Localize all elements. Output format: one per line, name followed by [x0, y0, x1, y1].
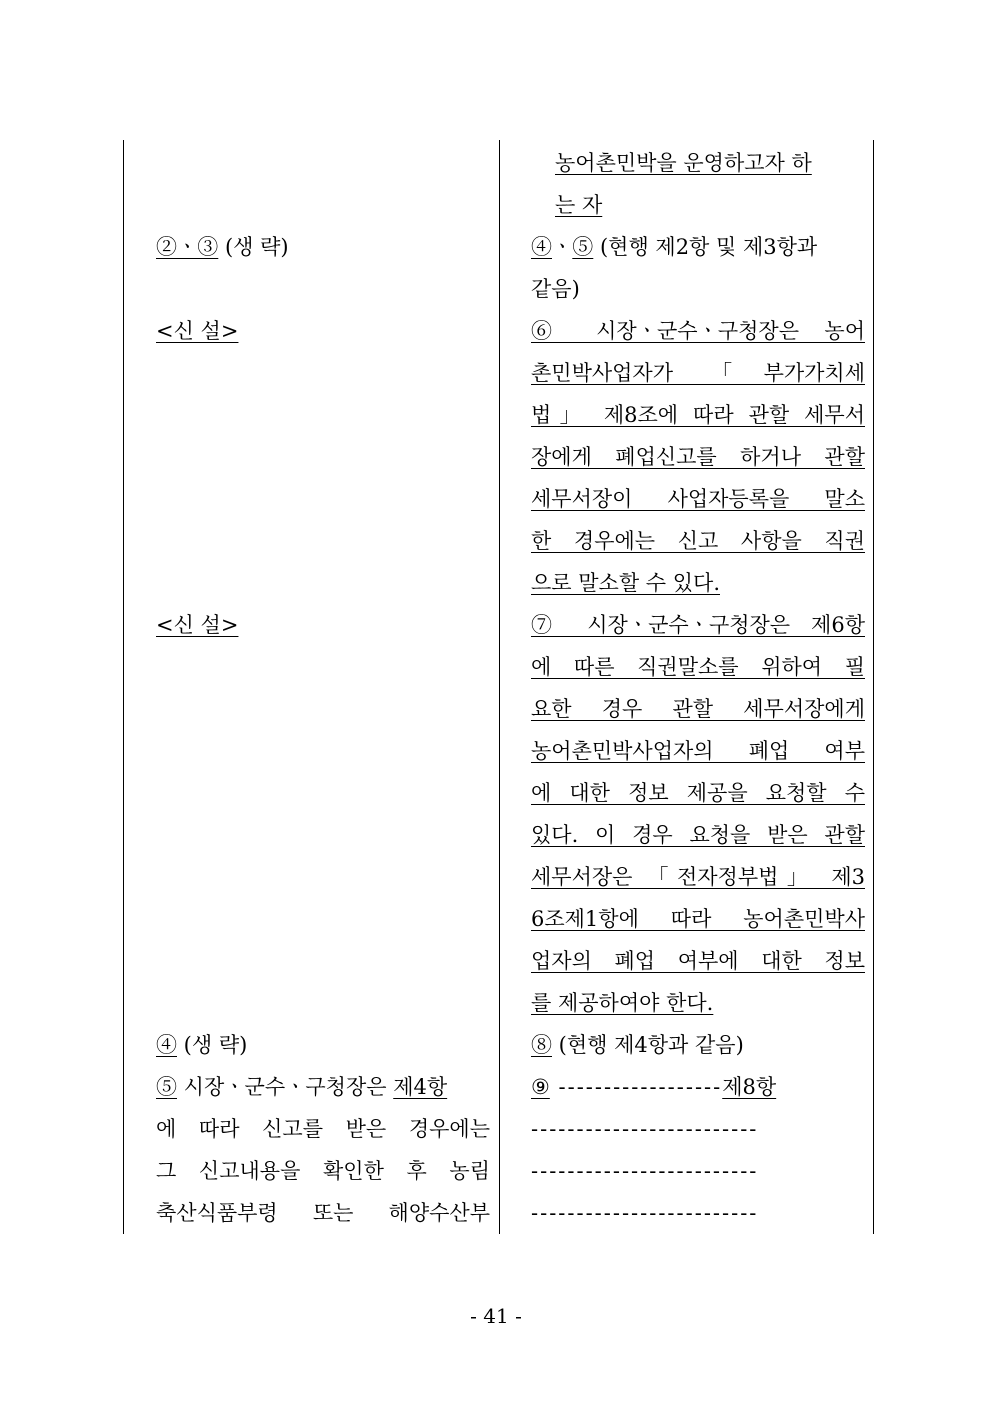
- omission-dashes: -------------------------: [531, 1201, 759, 1225]
- blank-line: [156, 562, 490, 604]
- current-law-column: [156, 142, 490, 1234]
- paragraph-5-line: ⑤ 시장ㆍ군수ㆍ구청장은 제4항: [156, 1075, 448, 1099]
- paragraph-7-line: ⑦ 시장ㆍ군수ㆍ구청장은 제6항: [531, 613, 865, 637]
- paragraph-number: ⑧: [531, 1033, 552, 1057]
- paragraph-7-line: 요한 경우 관할 세무서장에게: [531, 697, 865, 721]
- paragraph-5-line: 축산식품부령 또는 해양수산부: [156, 1201, 490, 1225]
- blank-line: [156, 898, 490, 940]
- paragraph-4-5-line: ④ㆍ⑤ (현행 제2항 및 제3항과: [531, 235, 818, 259]
- paragraph-number: ⑨: [531, 1075, 550, 1099]
- paragraph-6-line: 한 경우에는 신고 사항을 직권: [531, 529, 865, 553]
- left-column-border: [123, 140, 124, 1234]
- blank-line: [156, 268, 490, 310]
- blank-line: [156, 184, 490, 226]
- paragraph-reference: 제8항: [722, 1075, 777, 1099]
- blank-line: [156, 772, 490, 814]
- paragraph-5-line: 에 따라 신고를 받은 경우에는: [156, 1117, 490, 1141]
- blank-line: [156, 856, 490, 898]
- blank-line: [156, 520, 490, 562]
- blank-line: [156, 394, 490, 436]
- paragraph-reference: 제4항: [393, 1075, 448, 1099]
- blank-line: [156, 688, 490, 730]
- blank-line: [156, 730, 490, 772]
- paragraph-7-line: 있다. 이 경우 요청을 받은 관할: [531, 823, 865, 847]
- paragraph-7-line: 에 대한 정보 제공을 요청할 수: [531, 781, 865, 805]
- paragraph-7-line: 를 제공하여야 한다.: [531, 991, 714, 1015]
- omitted-label: (생 략): [218, 235, 289, 259]
- paragraph-6-line: 장에게 폐업신고를 하거나 관할: [531, 445, 865, 469]
- paragraph-number: ④: [531, 235, 552, 259]
- new-provision-label: <신 설>: [156, 319, 239, 343]
- omission-dashes: ------------------: [549, 1075, 723, 1099]
- blank-line: [156, 142, 490, 184]
- paragraph-7-line: 업자의 폐업 여부에 대한 정보: [531, 949, 865, 973]
- paragraph-6-line: ⑥ 시장ㆍ군수ㆍ구청장은 농어: [531, 319, 865, 343]
- right-column-border: [873, 140, 874, 1234]
- page-number: - 41 -: [470, 1304, 522, 1328]
- paragraph-2-3-omitted: [156, 226, 490, 268]
- paragraph-5-line: 그 신고내용을 확인한 후 농림: [156, 1159, 490, 1183]
- paragraph-number: ⑤: [572, 235, 594, 259]
- paragraph-9-line: [531, 1066, 865, 1108]
- center-column-divider: [499, 140, 500, 1234]
- paragraph-number: ②ㆍ③: [156, 235, 219, 259]
- paragraph-number: ⑤: [156, 1075, 177, 1099]
- new-provision-label: <신 설>: [156, 613, 239, 637]
- blank-line: [156, 814, 490, 856]
- blank-line: [156, 436, 490, 478]
- paragraph-7-line: 세무서장은 「전자정부법」 제3: [531, 865, 865, 889]
- paragraph-number: ④: [156, 1033, 177, 1057]
- paragraph-7-line: 에 따른 직권말소를 위하여 필: [531, 655, 865, 679]
- paragraph-7-line: 6조제1항에 따라 농어촌민박사: [531, 907, 865, 931]
- paragraph-4-5-line: 같음): [531, 277, 580, 301]
- paragraph-6-line: 세무서장이 사업자등록을 말소: [531, 487, 865, 511]
- paragraph-7-line: 농어촌민박사업자의 폐업 여부: [531, 739, 865, 763]
- blank-line: [156, 940, 490, 982]
- paragraph-8-line: ⑧ (현행 제4항과 같음): [531, 1033, 744, 1057]
- paragraph-6-line: 으로 말소할 수 있다.: [531, 571, 720, 595]
- omission-dashes: -------------------------: [531, 1117, 759, 1141]
- paragraph-6-line: 법」 제8조에 따라 관할 세무서: [531, 403, 865, 427]
- continued-line: 농어촌민박을 운영하고자 하: [555, 151, 812, 175]
- continued-line: 는 자: [555, 193, 603, 217]
- paragraph-6-line: 촌민박사업자가 「부가가치세: [531, 361, 865, 385]
- blank-line: [156, 352, 490, 394]
- omission-dashes: -------------------------: [531, 1159, 759, 1183]
- blank-line: [156, 478, 490, 520]
- paragraph-4-omitted: [156, 1024, 490, 1066]
- amendment-column: [531, 142, 865, 1234]
- blank-line: [156, 646, 490, 688]
- blank-line: [156, 982, 490, 1024]
- omitted-label: (생 략): [177, 1033, 248, 1057]
